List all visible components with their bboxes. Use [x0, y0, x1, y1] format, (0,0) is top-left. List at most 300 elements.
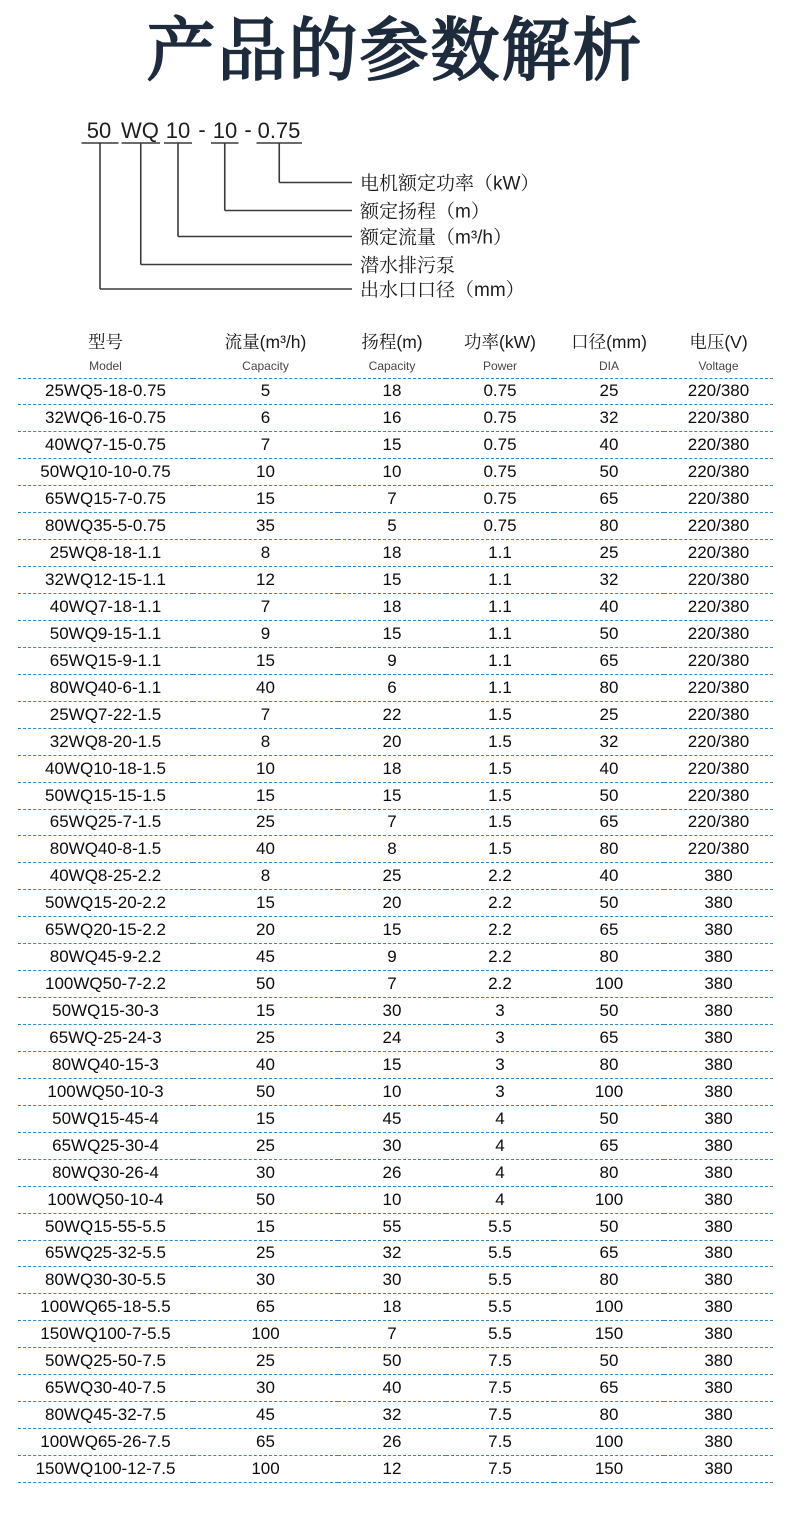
table-cell: 9	[338, 647, 446, 674]
table-row	[18, 1213, 773, 1240]
table-cell: 80WQ30-30-5.5	[18, 1267, 193, 1294]
diagram-label-rated-head: 额定扬程（m）	[360, 201, 490, 223]
table-cell: 220/380	[664, 594, 773, 621]
table-cell: 15	[193, 486, 338, 513]
table-cell: 100	[193, 1321, 338, 1348]
table-cell: 150	[554, 1456, 664, 1483]
table-cell: 65WQ15-7-0.75	[18, 486, 193, 513]
table-cell: 5.5	[446, 1321, 554, 1348]
table-cell: 7.5	[446, 1348, 554, 1375]
table-cell: 380	[664, 1402, 773, 1429]
table-cell: 380	[664, 1159, 773, 1186]
table-cell: 32	[554, 728, 664, 755]
table-cell: 7	[193, 594, 338, 621]
table-cell: 32	[338, 1240, 446, 1267]
table-row	[18, 674, 773, 701]
table-cell: 25	[554, 701, 664, 728]
model-code-diagram	[0, 112, 790, 312]
table-cell: 380	[664, 998, 773, 1025]
diagram-label-rated-flow: 额定流量（m³/h）	[360, 227, 513, 249]
table-row	[18, 728, 773, 755]
code-token-power: 0.75	[257, 118, 301, 143]
table-row	[18, 1159, 773, 1186]
table-cell: 220/380	[664, 513, 773, 540]
table-row	[18, 1402, 773, 1429]
table-cell: 1.5	[446, 701, 554, 728]
table-cell: 50	[554, 782, 664, 809]
table-cell: 0.75	[446, 486, 554, 513]
table-cell: 65	[554, 486, 664, 513]
table-row	[18, 998, 773, 1025]
table-row	[18, 1078, 773, 1105]
table-cell: 26	[338, 1429, 446, 1456]
table-cell: 5.5	[446, 1267, 554, 1294]
table-cell: 8	[193, 728, 338, 755]
table-cell: 1.5	[446, 728, 554, 755]
table-cell: 25	[554, 378, 664, 405]
table-cell: 40WQ7-18-1.1	[18, 594, 193, 621]
table-cell: 2.2	[446, 863, 554, 890]
table-cell: 10	[338, 1078, 446, 1105]
table-cell: 220/380	[664, 782, 773, 809]
table-cell: 40	[554, 863, 664, 890]
table-cell: 12	[338, 1456, 446, 1483]
table-cell: 220/380	[664, 701, 773, 728]
table-cell: 80WQ30-26-4	[18, 1159, 193, 1186]
code-separator: -	[244, 117, 252, 142]
table-cell: 32	[554, 567, 664, 594]
code-token-outlet-dia: 50	[86, 118, 112, 143]
table-cell: 50WQ15-20-2.2	[18, 890, 193, 917]
table-cell: 380	[664, 863, 773, 890]
table-cell: 30	[193, 1375, 338, 1402]
table-row	[18, 405, 773, 432]
table-cell: 65	[554, 1132, 664, 1159]
table-cell: 50	[554, 620, 664, 647]
table-cell: 1.1	[446, 674, 554, 701]
table-cell: 1.1	[446, 620, 554, 647]
table-cell: 50WQ15-15-1.5	[18, 782, 193, 809]
table-cell: 15	[193, 998, 338, 1025]
table-cell: 80	[554, 1159, 664, 1186]
table-cell: 15	[338, 620, 446, 647]
table-row	[18, 863, 773, 890]
table-row	[18, 782, 773, 809]
table-cell: 5	[338, 513, 446, 540]
table-cell: 45	[338, 1105, 446, 1132]
col-header-voltage	[664, 328, 773, 378]
table-cell: 50WQ10-10-0.75	[18, 459, 193, 486]
table-row	[18, 594, 773, 621]
col-header-en: Voltage	[698, 358, 739, 373]
spec-table	[18, 328, 773, 1483]
table-cell: 380	[664, 1078, 773, 1105]
table-cell: 1.1	[446, 594, 554, 621]
col-header-zh: 电压(V)	[689, 332, 748, 352]
table-cell: 50WQ15-45-4	[18, 1105, 193, 1132]
diagram-label-outlet-diameter: 出水口口径（mm）	[360, 280, 525, 301]
col-header-power	[446, 328, 554, 378]
table-cell: 65	[554, 647, 664, 674]
table-cell: 22	[338, 701, 446, 728]
table-cell: 220/380	[664, 432, 773, 459]
table-cell: 7.5	[446, 1429, 554, 1456]
table-cell: 7.5	[446, 1402, 554, 1429]
table-cell: 15	[338, 782, 446, 809]
col-header-model	[18, 328, 193, 378]
table-cell: 5.5	[446, 1294, 554, 1321]
table-cell: 65	[554, 917, 664, 944]
table-cell: 380	[664, 1267, 773, 1294]
table-cell: 3	[446, 998, 554, 1025]
table-header-row	[18, 328, 773, 378]
table-cell: 1.5	[446, 782, 554, 809]
table-cell: 1.1	[446, 540, 554, 567]
table-cell: 30	[338, 1132, 446, 1159]
table-cell: 25WQ7-22-1.5	[18, 701, 193, 728]
table-cell: 380	[664, 1321, 773, 1348]
table-cell: 380	[664, 1240, 773, 1267]
col-header-zh: 型号	[88, 332, 123, 352]
table-cell: 15	[193, 782, 338, 809]
table-row	[18, 620, 773, 647]
table-row	[18, 1051, 773, 1078]
table-cell: 32WQ12-15-1.1	[18, 567, 193, 594]
table-row	[18, 486, 773, 513]
table-cell: 65WQ25-7-1.5	[18, 809, 193, 836]
table-cell: 100	[554, 971, 664, 998]
table-row	[18, 1267, 773, 1294]
table-row	[18, 836, 773, 863]
table-cell: 220/380	[664, 755, 773, 782]
table-row	[18, 1456, 773, 1483]
table-cell: 5.5	[446, 1213, 554, 1240]
table-cell: 6	[338, 674, 446, 701]
table-cell: 30	[193, 1267, 338, 1294]
table-cell: 380	[664, 917, 773, 944]
table-cell: 15	[193, 647, 338, 674]
table-cell: 4	[446, 1186, 554, 1213]
table-cell: 8	[193, 863, 338, 890]
table-cell: 220/380	[664, 486, 773, 513]
table-cell: 150WQ100-7-5.5	[18, 1321, 193, 1348]
table-row	[18, 1294, 773, 1321]
table-cell: 2.2	[446, 890, 554, 917]
table-cell: 100	[554, 1429, 664, 1456]
table-cell: 380	[664, 1375, 773, 1402]
code-separator: -	[198, 117, 206, 142]
table-cell: 50WQ15-30-3	[18, 998, 193, 1025]
table-row	[18, 1025, 773, 1052]
table-cell: 65	[554, 809, 664, 836]
table-cell: 50WQ15-55-5.5	[18, 1213, 193, 1240]
table-cell: 10	[193, 755, 338, 782]
diagram-label-pump-type: 潜水排污泵	[360, 255, 456, 277]
table-row	[18, 1375, 773, 1402]
table-cell: 25	[338, 863, 446, 890]
table-cell: 45	[193, 1402, 338, 1429]
col-header-zh: 扬程(m)	[361, 332, 423, 352]
table-cell: 80WQ35-5-0.75	[18, 513, 193, 540]
table-cell: 100WQ65-18-5.5	[18, 1294, 193, 1321]
spec-table-body	[18, 378, 773, 1482]
table-cell: 25	[193, 1240, 338, 1267]
table-cell: 50	[554, 890, 664, 917]
table-cell: 220/380	[664, 809, 773, 836]
col-header-zh: 口径(mm)	[571, 332, 647, 352]
table-cell: 4	[446, 1159, 554, 1186]
table-cell: 3	[446, 1078, 554, 1105]
table-cell: 65	[554, 1240, 664, 1267]
table-cell: 65	[554, 1375, 664, 1402]
table-row	[18, 540, 773, 567]
table-row	[18, 1132, 773, 1159]
table-row	[18, 1240, 773, 1267]
table-cell: 380	[664, 1456, 773, 1483]
table-cell: 380	[664, 1294, 773, 1321]
table-row	[18, 1429, 773, 1456]
table-cell: 65WQ20-15-2.2	[18, 917, 193, 944]
table-cell: 15	[338, 432, 446, 459]
table-cell: 1.5	[446, 836, 554, 863]
table-cell: 40	[554, 755, 664, 782]
table-cell: 24	[338, 1025, 446, 1052]
table-cell: 50	[193, 1186, 338, 1213]
table-cell: 15	[338, 567, 446, 594]
table-cell: 8	[338, 836, 446, 863]
table-cell: 45	[193, 944, 338, 971]
table-cell: 65WQ15-9-1.1	[18, 647, 193, 674]
table-row	[18, 567, 773, 594]
table-cell: 380	[664, 944, 773, 971]
table-cell: 65WQ25-32-5.5	[18, 1240, 193, 1267]
table-row	[18, 1186, 773, 1213]
table-cell: 80	[554, 944, 664, 971]
table-cell: 380	[664, 971, 773, 998]
table-cell: 20	[193, 917, 338, 944]
table-cell: 10	[193, 459, 338, 486]
table-cell: 220/380	[664, 728, 773, 755]
table-cell: 100WQ50-10-4	[18, 1186, 193, 1213]
table-cell: 4	[446, 1105, 554, 1132]
table-cell: 380	[664, 1186, 773, 1213]
table-cell: 65WQ30-40-7.5	[18, 1375, 193, 1402]
table-cell: 220/380	[664, 674, 773, 701]
table-cell: 100WQ50-7-2.2	[18, 971, 193, 998]
table-cell: 50	[554, 1105, 664, 1132]
table-cell: 50	[554, 459, 664, 486]
table-cell: 15	[193, 1105, 338, 1132]
table-row	[18, 944, 773, 971]
table-cell: 65	[193, 1294, 338, 1321]
col-header-zh: 流量(m³/h)	[224, 332, 307, 352]
table-cell: 50	[193, 1078, 338, 1105]
table-cell: 6	[193, 405, 338, 432]
code-token-head: 10	[212, 118, 238, 143]
table-cell: 1.5	[446, 809, 554, 836]
table-cell: 100	[193, 1456, 338, 1483]
table-cell: 220/380	[664, 620, 773, 647]
table-cell: 7	[338, 486, 446, 513]
table-cell: 220/380	[664, 378, 773, 405]
table-cell: 80	[554, 1051, 664, 1078]
table-row	[18, 755, 773, 782]
diagram-label-rated-power: 电机额定功率（kW）	[360, 173, 540, 195]
table-cell: 80	[554, 836, 664, 863]
table-cell: 150WQ100-12-7.5	[18, 1456, 193, 1483]
table-cell: 40WQ10-18-1.5	[18, 755, 193, 782]
col-header-head	[338, 328, 446, 378]
table-cell: 30	[193, 1159, 338, 1186]
table-cell: 65WQ25-30-4	[18, 1132, 193, 1159]
table-cell: 18	[338, 594, 446, 621]
table-cell: 40	[554, 432, 664, 459]
table-cell: 0.75	[446, 513, 554, 540]
table-cell: 32WQ6-16-0.75	[18, 405, 193, 432]
table-cell: 220/380	[664, 405, 773, 432]
table-cell: 0.75	[446, 459, 554, 486]
table-cell: 7	[193, 701, 338, 728]
table-cell: 50WQ25-50-7.5	[18, 1348, 193, 1375]
table-cell: 10	[338, 1186, 446, 1213]
table-cell: 55	[338, 1213, 446, 1240]
table-row	[18, 971, 773, 998]
table-row	[18, 459, 773, 486]
table-cell: 100	[554, 1078, 664, 1105]
table-cell: 80WQ40-15-3	[18, 1051, 193, 1078]
table-cell: 150	[554, 1321, 664, 1348]
table-cell: 50	[554, 1348, 664, 1375]
table-cell: 80WQ45-32-7.5	[18, 1402, 193, 1429]
table-cell: 220/380	[664, 647, 773, 674]
table-cell: 100WQ65-26-7.5	[18, 1429, 193, 1456]
table-row	[18, 378, 773, 405]
table-row	[18, 1348, 773, 1375]
page-title: 产品的参数解析	[146, 12, 644, 89]
table-cell: 15	[193, 1213, 338, 1240]
table-cell: 1.5	[446, 755, 554, 782]
table-cell: 15	[338, 1051, 446, 1078]
table-cell: 40	[338, 1375, 446, 1402]
table-cell: 100WQ50-10-3	[18, 1078, 193, 1105]
table-row	[18, 1321, 773, 1348]
col-header-capacity	[193, 328, 338, 378]
table-cell: 65	[193, 1429, 338, 1456]
table-cell: 2.2	[446, 917, 554, 944]
table-cell: 32	[338, 1402, 446, 1429]
table-row	[18, 809, 773, 836]
table-cell: 18	[338, 540, 446, 567]
table-cell: 50	[554, 998, 664, 1025]
col-header-en: Model	[89, 358, 122, 373]
col-header-en: Capacity	[242, 358, 289, 373]
table-cell: 380	[664, 1132, 773, 1159]
table-cell: 25	[193, 1025, 338, 1052]
code-token-flow: 10	[165, 118, 191, 143]
table-row	[18, 890, 773, 917]
table-row	[18, 917, 773, 944]
table-row	[18, 432, 773, 459]
table-cell: 2.2	[446, 971, 554, 998]
table-cell: 100	[554, 1294, 664, 1321]
table-cell: 380	[664, 1348, 773, 1375]
table-cell: 220/380	[664, 459, 773, 486]
table-cell: 7	[338, 809, 446, 836]
table-cell: 380	[664, 1213, 773, 1240]
table-cell: 40	[554, 594, 664, 621]
table-cell: 35	[193, 513, 338, 540]
table-cell: 32	[554, 405, 664, 432]
table-cell: 7.5	[446, 1375, 554, 1402]
table-cell: 220/380	[664, 567, 773, 594]
table-cell: 7	[193, 432, 338, 459]
table-cell: 18	[338, 755, 446, 782]
table-row	[18, 647, 773, 674]
table-cell: 5.5	[446, 1240, 554, 1267]
table-cell: 25	[193, 1348, 338, 1375]
table-cell: 40WQ8-25-2.2	[18, 863, 193, 890]
table-cell: 7	[338, 971, 446, 998]
table-cell: 380	[664, 1105, 773, 1132]
table-row	[18, 513, 773, 540]
table-cell: 9	[338, 944, 446, 971]
table-cell: 0.75	[446, 432, 554, 459]
table-cell: 65WQ-25-24-3	[18, 1025, 193, 1052]
table-cell: 3	[446, 1025, 554, 1052]
table-cell: 40	[193, 836, 338, 863]
table-cell: 25	[193, 809, 338, 836]
col-header-en: DIA	[598, 358, 619, 373]
table-cell: 80	[554, 1267, 664, 1294]
table-cell: 65	[554, 1025, 664, 1052]
table-cell: 30	[338, 1267, 446, 1294]
table-cell: 80WQ40-6-1.1	[18, 674, 193, 701]
table-cell: 380	[664, 1025, 773, 1052]
table-cell: 50	[193, 971, 338, 998]
col-header-en: Capacity	[368, 358, 416, 373]
table-row	[18, 701, 773, 728]
table-cell: 4	[446, 1132, 554, 1159]
table-cell: 80WQ45-9-2.2	[18, 944, 193, 971]
table-cell: 15	[193, 890, 338, 917]
table-cell: 40WQ7-15-0.75	[18, 432, 193, 459]
table-cell: 7	[338, 1321, 446, 1348]
table-cell: 32WQ8-20-1.5	[18, 728, 193, 755]
table-cell: 40	[193, 674, 338, 701]
table-row	[18, 1105, 773, 1132]
table-cell: 100	[554, 1186, 664, 1213]
table-cell: 380	[664, 1051, 773, 1078]
table-cell: 8	[193, 540, 338, 567]
table-cell: 25WQ8-18-1.1	[18, 540, 193, 567]
table-cell: 80	[554, 513, 664, 540]
table-cell: 25WQ5-18-0.75	[18, 378, 193, 405]
table-cell: 80WQ40-8-1.5	[18, 836, 193, 863]
table-cell: 16	[338, 405, 446, 432]
table-cell: 380	[664, 1429, 773, 1456]
table-cell: 26	[338, 1159, 446, 1186]
table-cell: 18	[338, 1294, 446, 1321]
col-header-en: Power	[482, 358, 517, 373]
table-cell: 30	[338, 998, 446, 1025]
table-cell: 20	[338, 728, 446, 755]
table-cell: 25	[554, 540, 664, 567]
table-cell: 50	[338, 1348, 446, 1375]
table-cell: 12	[193, 567, 338, 594]
table-cell: 220/380	[664, 836, 773, 863]
table-cell: 20	[338, 890, 446, 917]
col-header-zh: 功率(kW)	[464, 332, 536, 352]
